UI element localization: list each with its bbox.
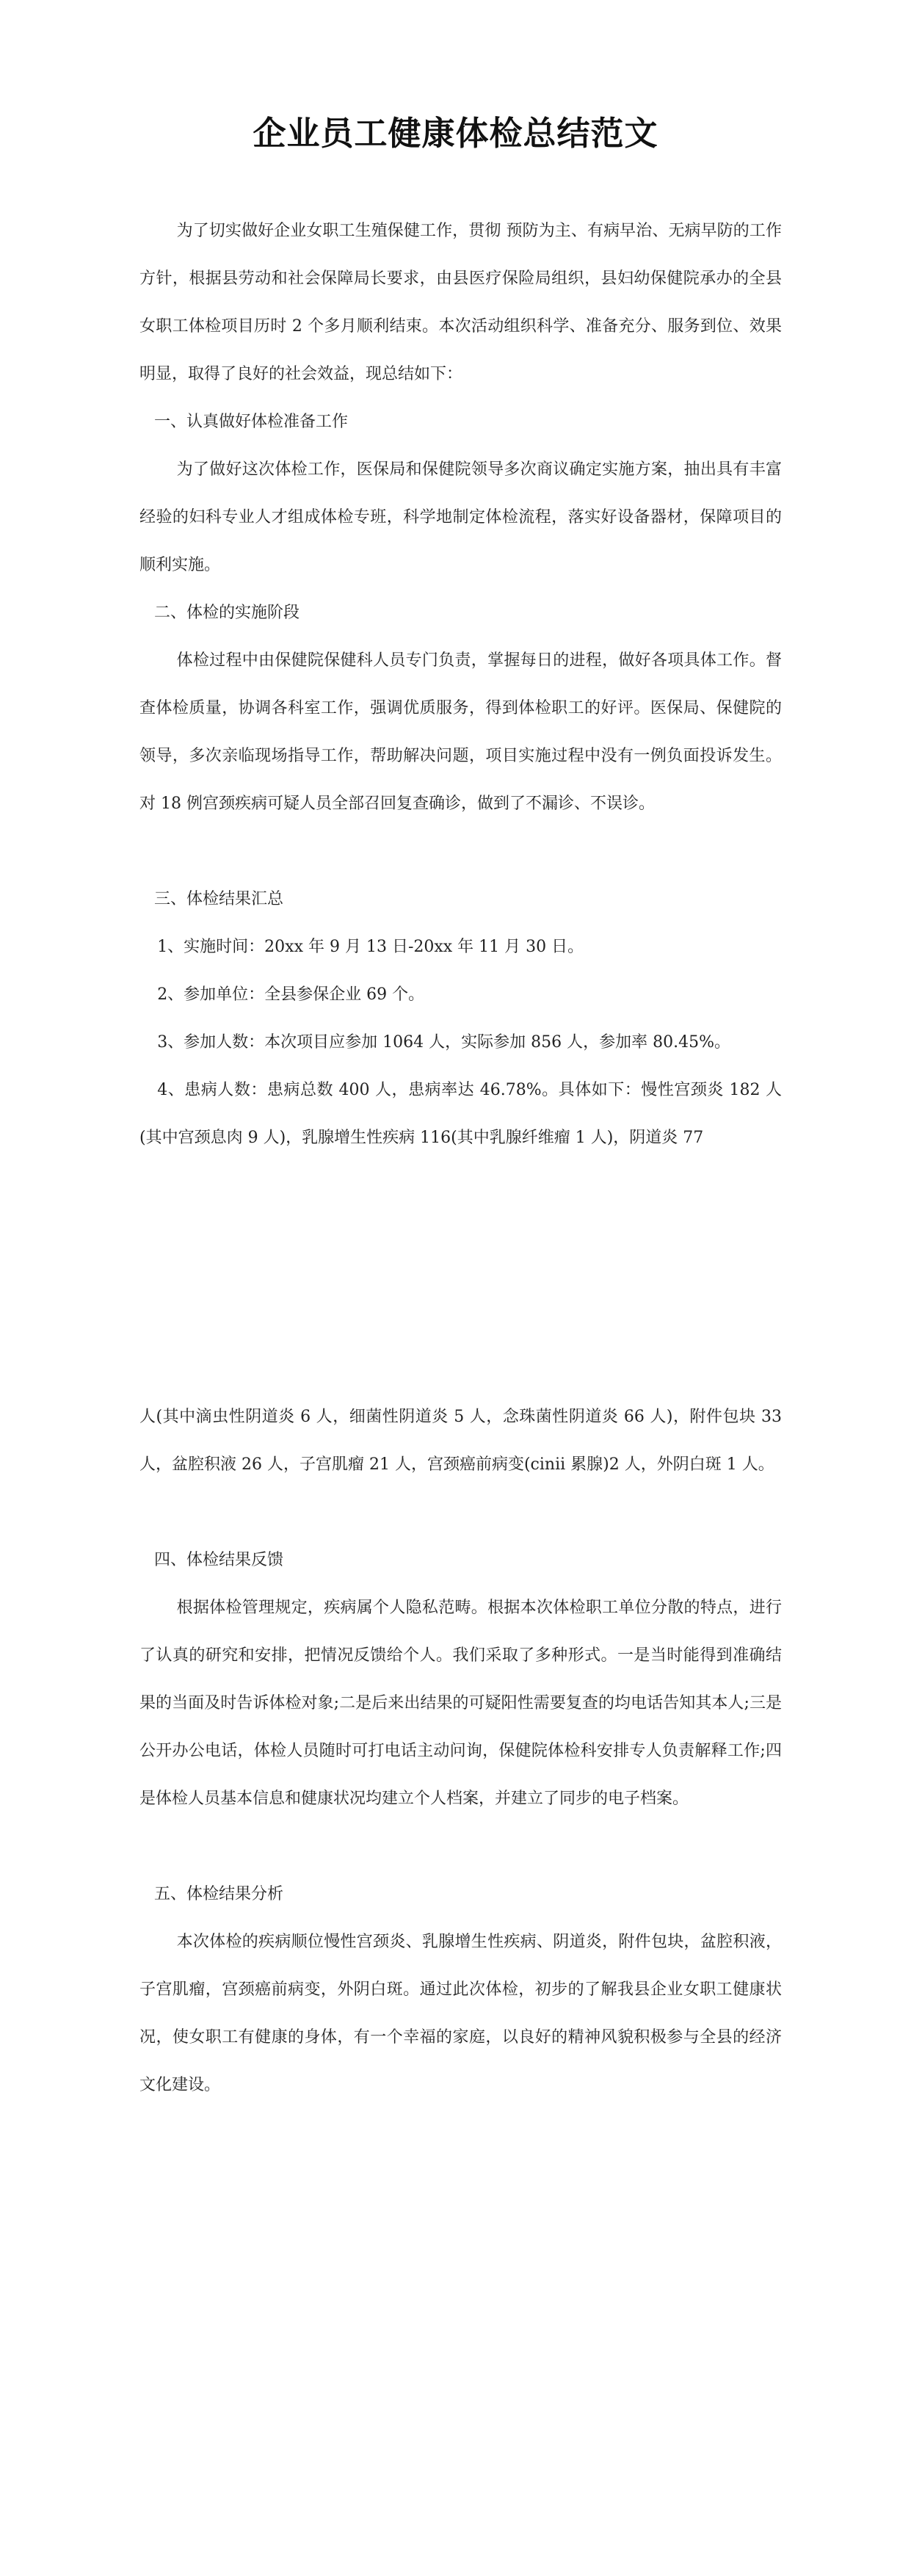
result-item-4-part1: 4、患病人数：患病总数 400 人，患病率达 46.78%。具体如下：慢性宫颈炎 182 人(其中宫颈息肉 9 人)，乳腺增生性疾病 116(其中乳腺纤维瘤 1 人)，阴道炎 77 (139, 1081, 782, 1147)
section-2-body: 体检过程中由保健院保健科人员专门负责，掌握每日的进程，做好各项具体工作。督查体检质量，协调各科室工作，强调优质服务，得到体检职工的好评。医保局、保健院的领导，多次亲临现场指导工作，帮助解决问题，项目实施过程中没有一例负面投诉发生。对 18 例宫颈疾病可疑人员全部召回复查确诊，做到了不漏诊、不误诊。 (139, 651, 782, 813)
document-title: 企业员工健康体检总结范文 (253, 114, 658, 153)
result-item-2: 2、参加单位：全县参保企业 69 个。 (157, 985, 425, 1004)
section-4-body: 根据体检管理规定，疾病属个人隐私范畴。根据本次体检职工单位分散的特点，进行了认真的研究和安排，把情况反馈给个人。我们采取了多种形式。一是当时能得到准确结果的当面及时告诉体检对象;二是后来出结果的可疑阳性需要复查的均电话告知其本人;三是公开办公电话，体检人员随时可打电话主动问询，保健院体检科安排专人负责解释工作;四是体检人员基本信息和健康状况均建立个人档案，并建立了同步的电子档案。 (139, 1599, 782, 1808)
result-item-1: 1、实施时间：20xx 年 9 月 13 日-20xx 年 11 月 30 日。 (157, 938, 584, 956)
result-item-3: 3、参加人数：本次项目应参加 1064 人，实际参加 856 人，参加率 80.45%。 (157, 1033, 731, 1052)
result-item-4-part2: 人(其中滴虫性阴道炎 6 人，细菌性阴道炎 5 人，念珠菌性阴道炎 66 人)，附件包块 33 人，盆腔积液 26 人，子宫肌瘤 21 人，宫颈癌前病变(cinii 累腺)2 人，外阴白斑 1 人。 (139, 1408, 782, 1474)
section-4-heading: 四、体检结果反馈 (154, 1551, 284, 1569)
section-5-body: 本次体检的疾病顺位慢性宫颈炎、乳腺增生性疾病、阴道炎，附件包块，盆腔积液，子宫肌瘤，宫颈癌前病变，外阴白斑。通过此次体检，初步的了解我县企业女职工健康状况，使女职工有健康的身体，有一个幸福的家庭，以良好的精神风貌积极参与全县的经济文化建设。 (139, 1933, 782, 2094)
section-2-heading: 二、体检的实施阶段 (154, 604, 300, 622)
section-1-heading: 一、认真做好体检准备工作 (154, 413, 349, 431)
section-1-body: 为了做好这次体检工作，医保局和保健院领导多次商议确定实施方案，抽出具有丰富经验的妇科专业人才组成体检专班，科学地制定体检流程，落实好设备器材，保障项目的顺利实施。 (139, 460, 782, 574)
section-5-heading: 五、体检结果分析 (154, 1885, 284, 1903)
section-3-heading: 三、体检结果汇总 (154, 890, 284, 908)
intro-paragraph: 为了切实做好企业女职工生殖保健工作，贯彻 预防为主、有病早治、无病早防的工作方针，根据县劳动和社会保障局长要求，由县医疗保险局组织，县妇幼保健院承办的全县女职工体检项目历时 2 个多月顺利结束。本次活动组织科学、准备充分、服务到位、效果明显，取得了良好的社会效益，现总结如下： (139, 222, 782, 383)
